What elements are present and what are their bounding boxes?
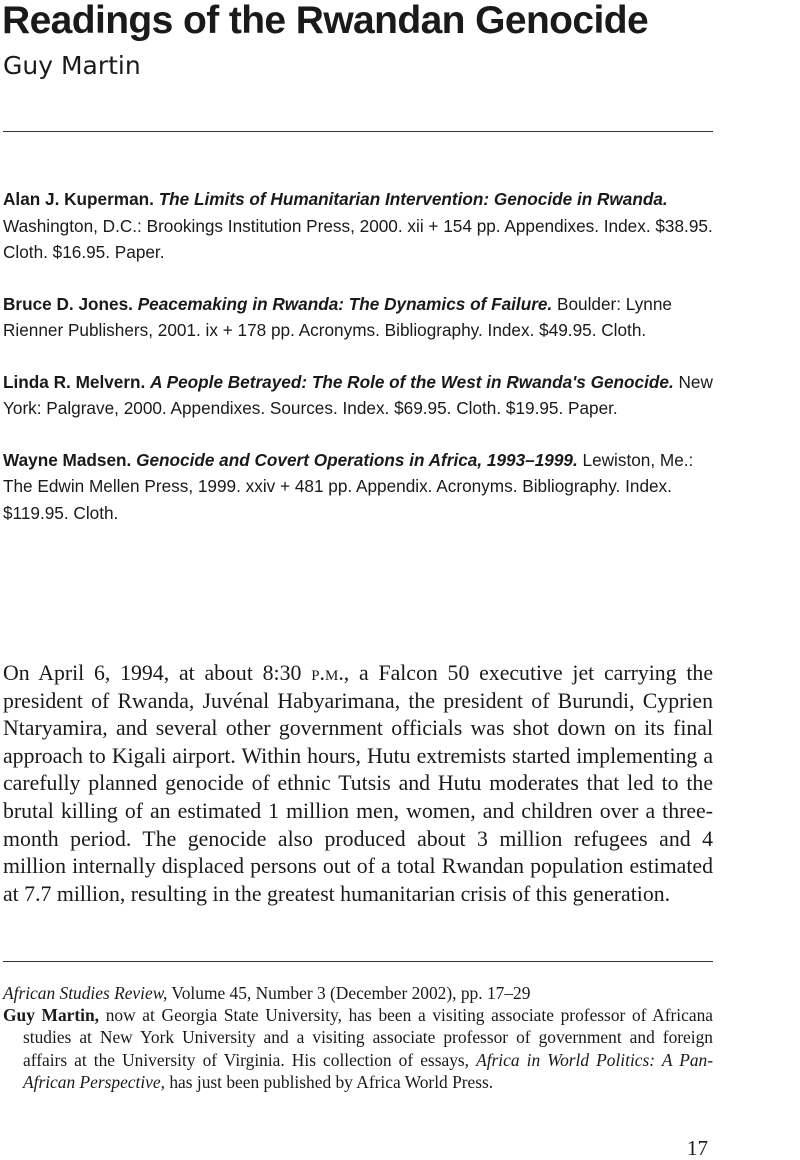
- review-entry: [3, 369, 713, 422]
- review-author: Linda R. Melvern.: [3, 371, 146, 392]
- review-details: New York: Palgrave, 2000. Appendixes. Sources. Index. $69.95. Cloth. $19.95. Paper.: [3, 371, 713, 418]
- review-entry: [3, 291, 713, 344]
- review-entry: [3, 447, 713, 527]
- body-text-rest: , a Falcon 50 executive jet carrying the president of Rwanda, Juvénal Habyarimana, the president of Burundi, Cyprien Ntaryamira, and several other government officials was shot down on its final approach to Kigali airport. Within hours, Hutu extremists started implementing a carefully planned genocide of ethnic Tutsis and Hutu moderates that led to the brutal killing of an estimated 1 million men, women, and children over a three-month period. The genocide also produced about 3 million refugees and 4 million internally displaced persons out of a total Rwandan population estimated at 7.7 million, resulting in the greatest humanitarian crisis of this generation.: [3, 661, 713, 906]
- top-divider: [3, 131, 713, 132]
- review-details: Lewiston, Me.: The Edwin Mellen Press, 1999. xxiv + 481 pp. Appendix. Acronyms. Bibliography. Index. $119.95. Cloth.: [3, 449, 694, 523]
- footnote-divider: [3, 961, 713, 962]
- reviewed-books-list: [3, 186, 713, 551]
- review-author: Alan J. Kuperman.: [3, 189, 154, 209]
- footnote: [3, 982, 713, 1093]
- citation-details: Volume 45, Number 3 (December 2002), pp. 17–29: [167, 983, 531, 1003]
- body-paragraph: [3, 660, 713, 908]
- bio-text-part-1: now at Georgia State University, has been a visiting associate professor of Africana studies at New York University and a visiting associate professor of government and foreign affairs at the University of Virginia. His collection of essays,: [23, 1005, 713, 1070]
- bio-book-title: Africa in World Politics: A Pan-African Perspective,: [23, 1049, 713, 1092]
- article-author: Guy Martin: [3, 51, 141, 80]
- journal-citation: [3, 982, 713, 1004]
- review-details: Washington, D.C.: Brookings Institution Press, 2000. xii + 154 pp. Appendixes. Index. $38.95. Cloth. $16.95. Paper.: [3, 215, 713, 262]
- article-title: Readings of the Rwandan Genocide: [2, 0, 649, 42]
- bio-name: Guy Martin,: [3, 1005, 100, 1026]
- review-entry: [3, 186, 713, 266]
- page-number: 17: [687, 1136, 708, 1160]
- review-book-title: A People Betrayed: The Role of the West in Rwanda's Genocide.: [150, 371, 674, 392]
- review-book-title: Peacemaking in Rwanda: The Dynamics of Failure.: [137, 293, 553, 314]
- review-book-title: The Limits of Humanitarian Intervention: Genocide in Rwanda.: [158, 189, 668, 209]
- time-suffix: p.m.: [311, 661, 344, 685]
- body-text-start: On April 6, 1994, at about 8:30: [3, 661, 312, 685]
- review-author: Bruce D. Jones.: [3, 293, 133, 314]
- author-bio: [3, 1004, 713, 1093]
- review-details: Boulder: Lynne Rienner Publishers, 2001. ix + 178 pp. Acronyms. Bibliography. Index. $49.95. Cloth.: [3, 293, 672, 340]
- journal-name: African Studies Review,: [3, 983, 168, 1003]
- review-book-title: Genocide and Covert Operations in Africa, 1993–1999.: [136, 449, 578, 470]
- bio-text-part-2: has just been published by Africa World Press.: [164, 1071, 494, 1092]
- review-author: Wayne Madsen.: [3, 449, 132, 470]
